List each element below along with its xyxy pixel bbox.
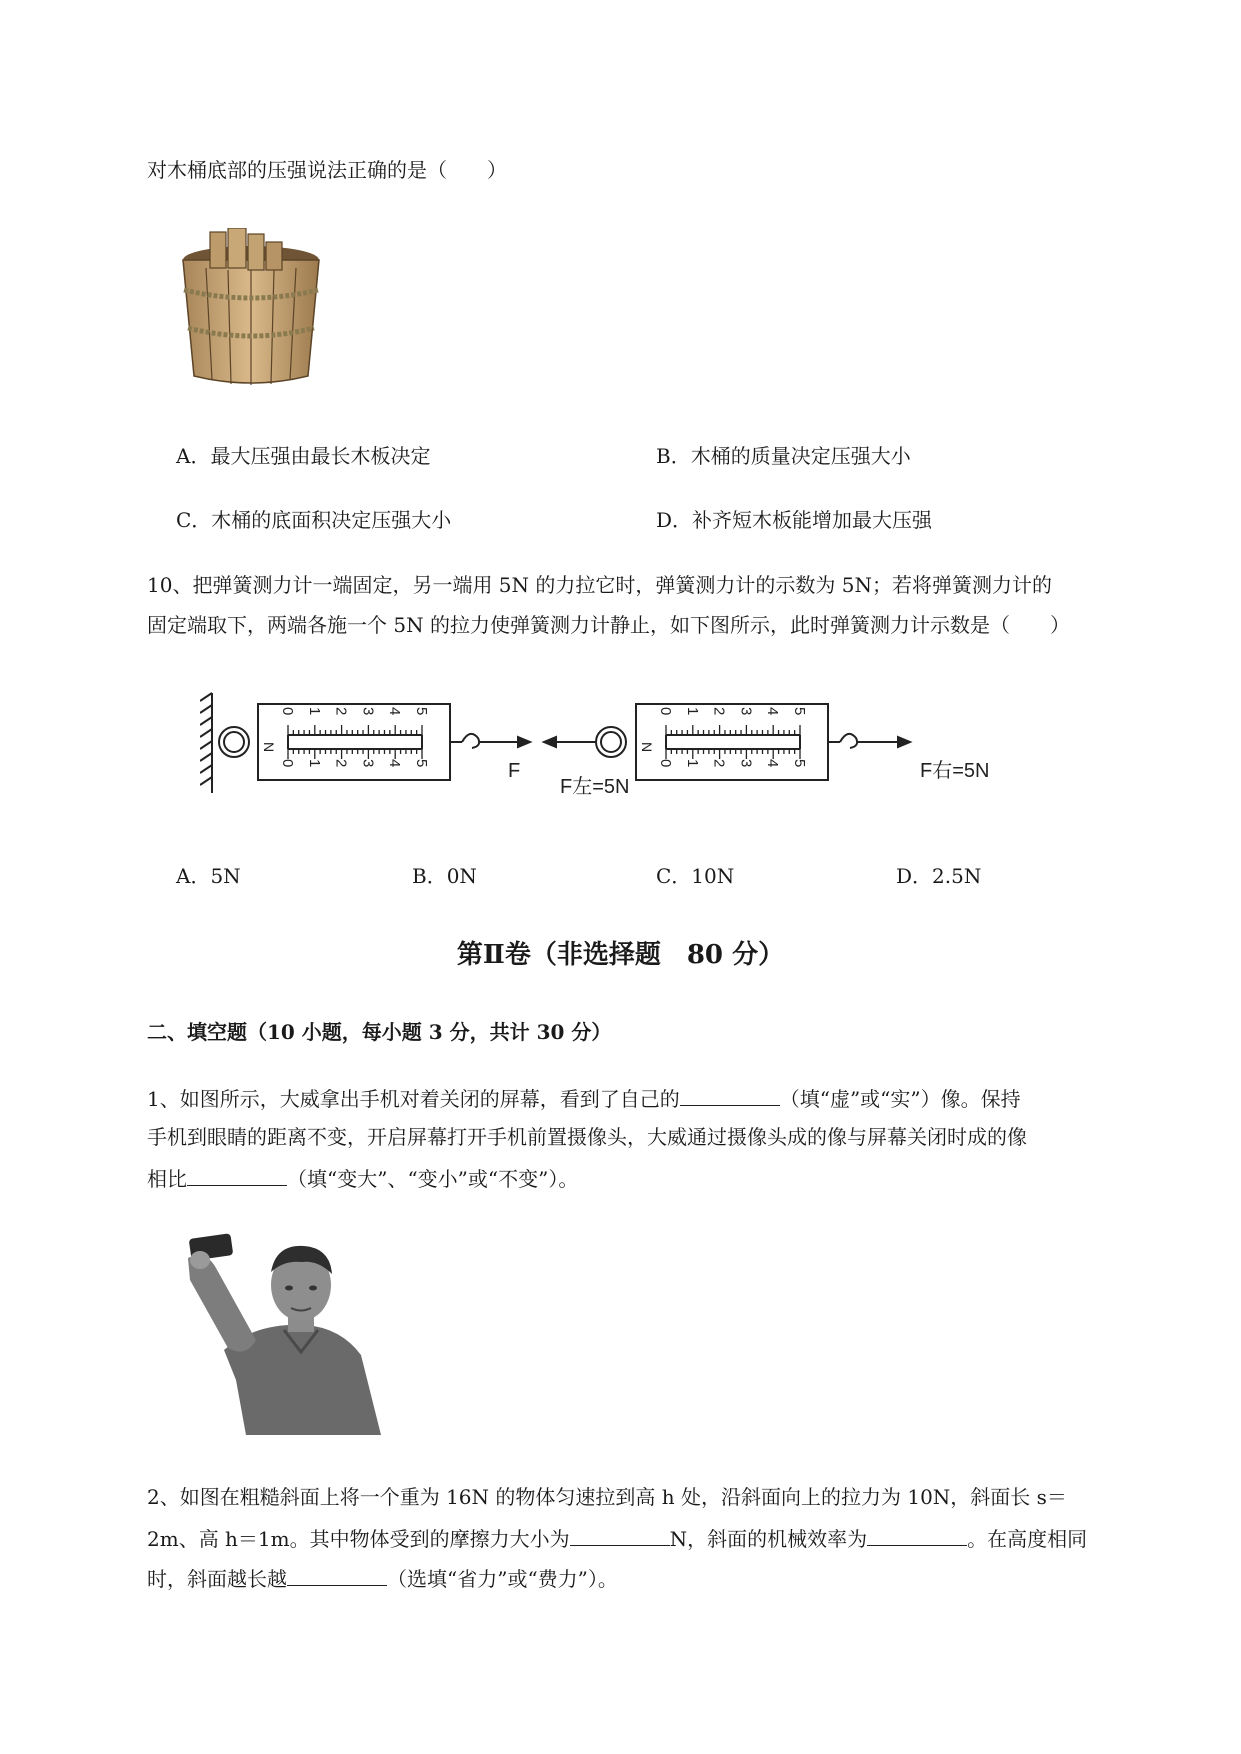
q10-option-c: C．10N — [656, 864, 735, 888]
scale-tick-label: 5 — [791, 759, 808, 768]
scale-tick-label: 3 — [359, 759, 377, 768]
fill2-blank-2[interactable] — [867, 1523, 967, 1546]
fill1-text-3b: （填“变大”、“变小”或“不变”）。 — [287, 1167, 579, 1191]
scale-tick-label: 4 — [764, 707, 782, 716]
fill2-blank-3[interactable] — [287, 1563, 387, 1586]
q9-stem: 对木桶底部的压强说法正确的是（ ） — [147, 158, 507, 182]
scale-tick-label: 4 — [764, 759, 782, 768]
scale-tick-label: 2 — [332, 707, 350, 716]
force-label-right: F右=5N — [920, 760, 990, 782]
fill1-blank-1[interactable] — [680, 1083, 780, 1106]
fill2-line2 — [147, 1523, 1087, 1553]
section-2-subtitle: 二、填空题（10 小题，每小题 3 分，共计 30 分） — [147, 1020, 612, 1044]
scale-tick-label: 4 — [386, 707, 404, 716]
fill2-blank-1[interactable] — [570, 1523, 670, 1546]
scale-tick-label: 4 — [386, 759, 404, 768]
scale-tick-label: 0 — [279, 759, 296, 768]
scale-tick-label: 3 — [737, 707, 755, 716]
scale-2-unit: N — [639, 742, 655, 753]
fill2-text-2a: 2m、高 h＝1m。其中物体受到的摩擦力大小为 — [147, 1527, 570, 1551]
scale-1-unit: N — [261, 742, 277, 753]
scale-tick-label: 1 — [305, 707, 323, 716]
scale-tick-label: 0 — [657, 707, 674, 716]
q10-stem-line2: 固定端取下，两端各施一个 5N 的拉力使弹簧测力计静止，如下图所示，此时弹簧测力计示数是（ ） — [147, 613, 1070, 637]
q10-stem-line1: 10、把弹簧测力计一端固定，另一端用 5N 的力拉它时，弹簧测力计的示数为 5N；若将弹簧测力计的 — [147, 573, 1052, 597]
force-label-f: F — [508, 760, 521, 782]
q9-option-c: C．木桶的底面积决定压强大小 — [176, 508, 452, 532]
scale-1-ticks — [279, 707, 430, 767]
scale-tick-label: 2 — [710, 759, 728, 768]
q9-option-b: B．木桶的质量决定压强大小 — [656, 444, 911, 468]
fill1-blank-2[interactable] — [187, 1163, 287, 1186]
scale-tick-label: 3 — [359, 707, 377, 716]
fill1-text-1a: 1、如图所示，大威拿出手机对着关闭的屏幕，看到了自己的 — [147, 1087, 680, 1111]
fill2-text-3b: （选填“省力”或“费力”）。 — [387, 1567, 618, 1591]
fill2-text-2b: N，斜面的机械效率为 — [669, 1527, 868, 1551]
section-2-title: 第Ⅱ卷（非选择题 80 分） — [456, 940, 785, 970]
fill1-line1 — [147, 1083, 1021, 1113]
scale-tick-label: 5 — [413, 707, 430, 716]
spring-scale-diagram — [200, 685, 1010, 810]
q10-option-d: D．2.5N — [896, 864, 982, 888]
fill2-line1: 2、如图在粗糙斜面上将一个重为 16N 的物体匀速拉到高 h 处，沿斜面向上的拉力为 10N，斜面长 s＝ — [147, 1485, 1067, 1509]
fill1-text-3a: 相比 — [147, 1167, 187, 1191]
scale-tick-label: 3 — [737, 759, 755, 768]
scale-tick-label: 5 — [791, 707, 808, 716]
fixed-wall — [200, 693, 212, 793]
spring-scale-2 — [544, 704, 910, 780]
scale-tick-label: 5 — [413, 759, 430, 768]
scale-tick-label: 0 — [657, 759, 674, 768]
fill2-text-3a: 时，斜面越长越 — [147, 1567, 287, 1591]
q9-option-a: A．最大压强由最长木板决定 — [176, 444, 431, 468]
selfie-photo — [176, 1230, 426, 1440]
scale-tick-label: 1 — [683, 759, 701, 768]
fill2-line3 — [147, 1563, 618, 1593]
scale-tick-label: 0 — [279, 707, 296, 716]
scale-tick-label: 1 — [305, 759, 323, 768]
fill1-line2: 手机到眼睛的距离不变，开启屏幕打开手机前置摄像头，大威通过摄像头成的像与屏幕关闭时成的像 — [147, 1125, 1027, 1149]
fill1-text-1b: （填“虚”或“实”）像。保持 — [779, 1087, 1021, 1111]
q10-option-b: B．0N — [412, 864, 477, 888]
q9-option-d: D．补齐短木板能增加最大压强 — [656, 508, 933, 532]
q10-option-a: A．5N — [176, 864, 241, 888]
fill2-text-2c: 。在高度相同 — [967, 1527, 1088, 1551]
scale-2-ticks — [657, 707, 808, 767]
wooden-bucket-image — [176, 228, 326, 388]
scale-tick-label: 2 — [332, 759, 350, 768]
fill1-line3 — [147, 1163, 578, 1193]
scale-tick-label: 1 — [683, 707, 701, 716]
force-label-left: F左=5N — [560, 776, 630, 798]
scale-tick-label: 2 — [710, 707, 728, 716]
